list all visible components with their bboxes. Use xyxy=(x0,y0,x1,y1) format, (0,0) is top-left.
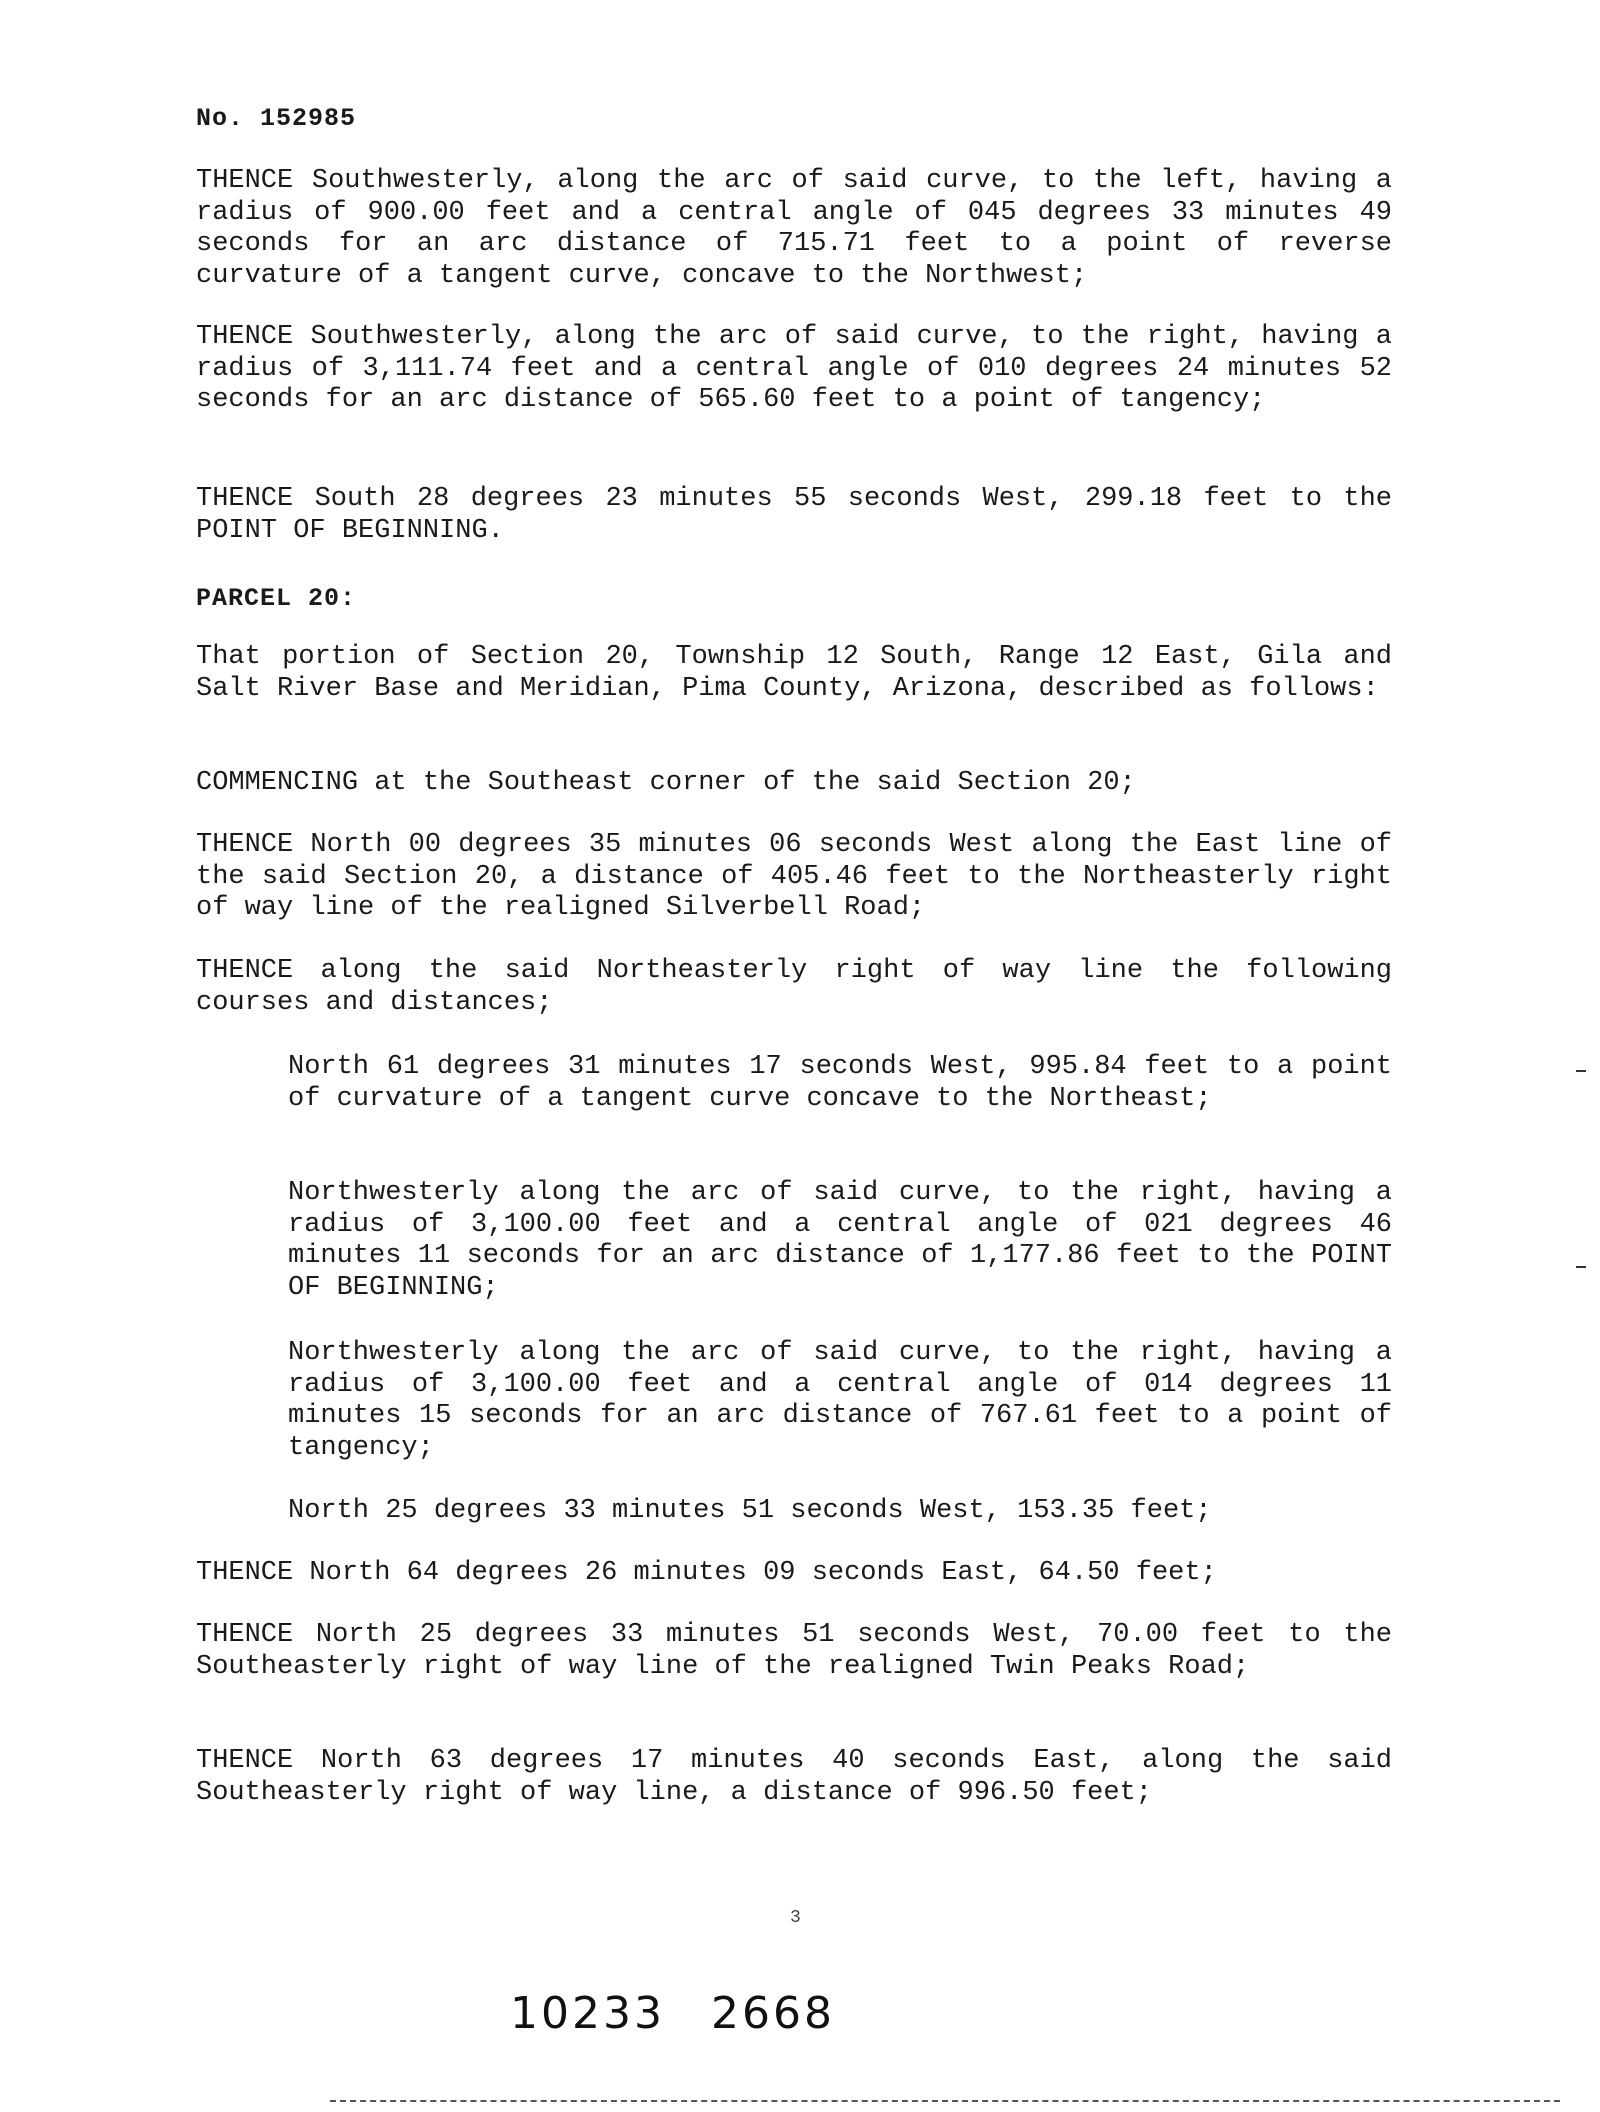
margin-mark xyxy=(1576,1266,1586,1268)
margin-mark xyxy=(1576,1070,1586,1072)
paragraph-south-to-beginning: THENCE South 28 degrees 23 minutes 55 seconds West, 299.18 feet to the POINT OF BEGINNING. xyxy=(196,484,1392,546)
recording-page-number: 2668 xyxy=(710,1988,835,2039)
page-number: 3 xyxy=(790,1908,801,1928)
recording-stamp xyxy=(510,1988,835,2039)
paragraph-commencing: COMMENCING at the Southeast corner of the said Section 20; xyxy=(196,768,1136,798)
course-item: Northwesterly along the arc of said curve, to the right, having a radius of 3,100.00 feet and a central angle of 021 degrees 46 minutes 11 seconds for an arc distance of 1,177.86 feet to the POINT OF BEGINNING; xyxy=(288,1178,1392,1303)
course-item: North 25 degrees 33 minutes 51 seconds West, 153.35 feet; xyxy=(288,1496,1212,1526)
course-item: Northwesterly along the arc of said curve, to the right, having a radius of 3,100.00 feet and a central angle of 014 degrees 11 minutes 15 seconds for an arc distance of 767.61 feet to a point of tangency; xyxy=(288,1338,1392,1463)
course-item: North 61 degrees 31 minutes 17 seconds West, 995.84 feet to a point of curvature of a tangent curve concave to the Northeast; xyxy=(288,1052,1392,1114)
recording-book-number: 10233 xyxy=(510,1988,665,2039)
paragraph-southwesterly-left: THENCE Southwesterly, along the arc of said curve, to the left, having a radius of 900.00 feet and a central angle of 045 degrees 33 minutes 49 seconds for an arc distance of 715.71 feet to a point of reverse curvature of a tangent curve, concave to the Northwest; xyxy=(196,166,1392,291)
paragraph-following-courses: THENCE along the said Northeasterly right of way line the following courses and distances; xyxy=(196,956,1392,1018)
footer-rule xyxy=(330,2100,1560,2102)
paragraph-southwesterly-right: THENCE Southwesterly, along the arc of said curve, to the right, having a radius of 3,111.74 feet and a central angle of 010 degrees 24 minutes 52 seconds for an arc distance of 565.60 feet to a point of tangency; xyxy=(196,322,1392,415)
paragraph-north-west-twin-peaks: THENCE North 25 degrees 33 minutes 51 seconds West, 70.00 feet to the Southeasterly right of way line of the realigned Twin Peaks Road; xyxy=(196,1620,1392,1682)
paragraph-north-east-along-row: THENCE North 63 degrees 17 minutes 40 seconds East, along the said Southeasterly right of way line, a distance of 996.50 feet; xyxy=(196,1746,1392,1808)
document-number: No. 152985 xyxy=(196,104,357,133)
paragraph-section-description: That portion of Section 20, Township 12 South, Range 12 East, Gila and Salt River Base and Meridian, Pima County, Arizona, described as follows: xyxy=(196,642,1392,704)
parcel-heading: PARCEL 20: xyxy=(196,584,357,613)
paragraph-north-along-east-line: THENCE North 00 degrees 35 minutes 06 seconds West along the East line of the said Section 20, a distance of 405.46 feet to the Northeasterly right of way line of the realigned Silverbell Road; xyxy=(196,830,1392,923)
paragraph-north-east: THENCE North 64 degrees 26 minutes 09 seconds East, 64.50 feet; xyxy=(196,1558,1217,1588)
